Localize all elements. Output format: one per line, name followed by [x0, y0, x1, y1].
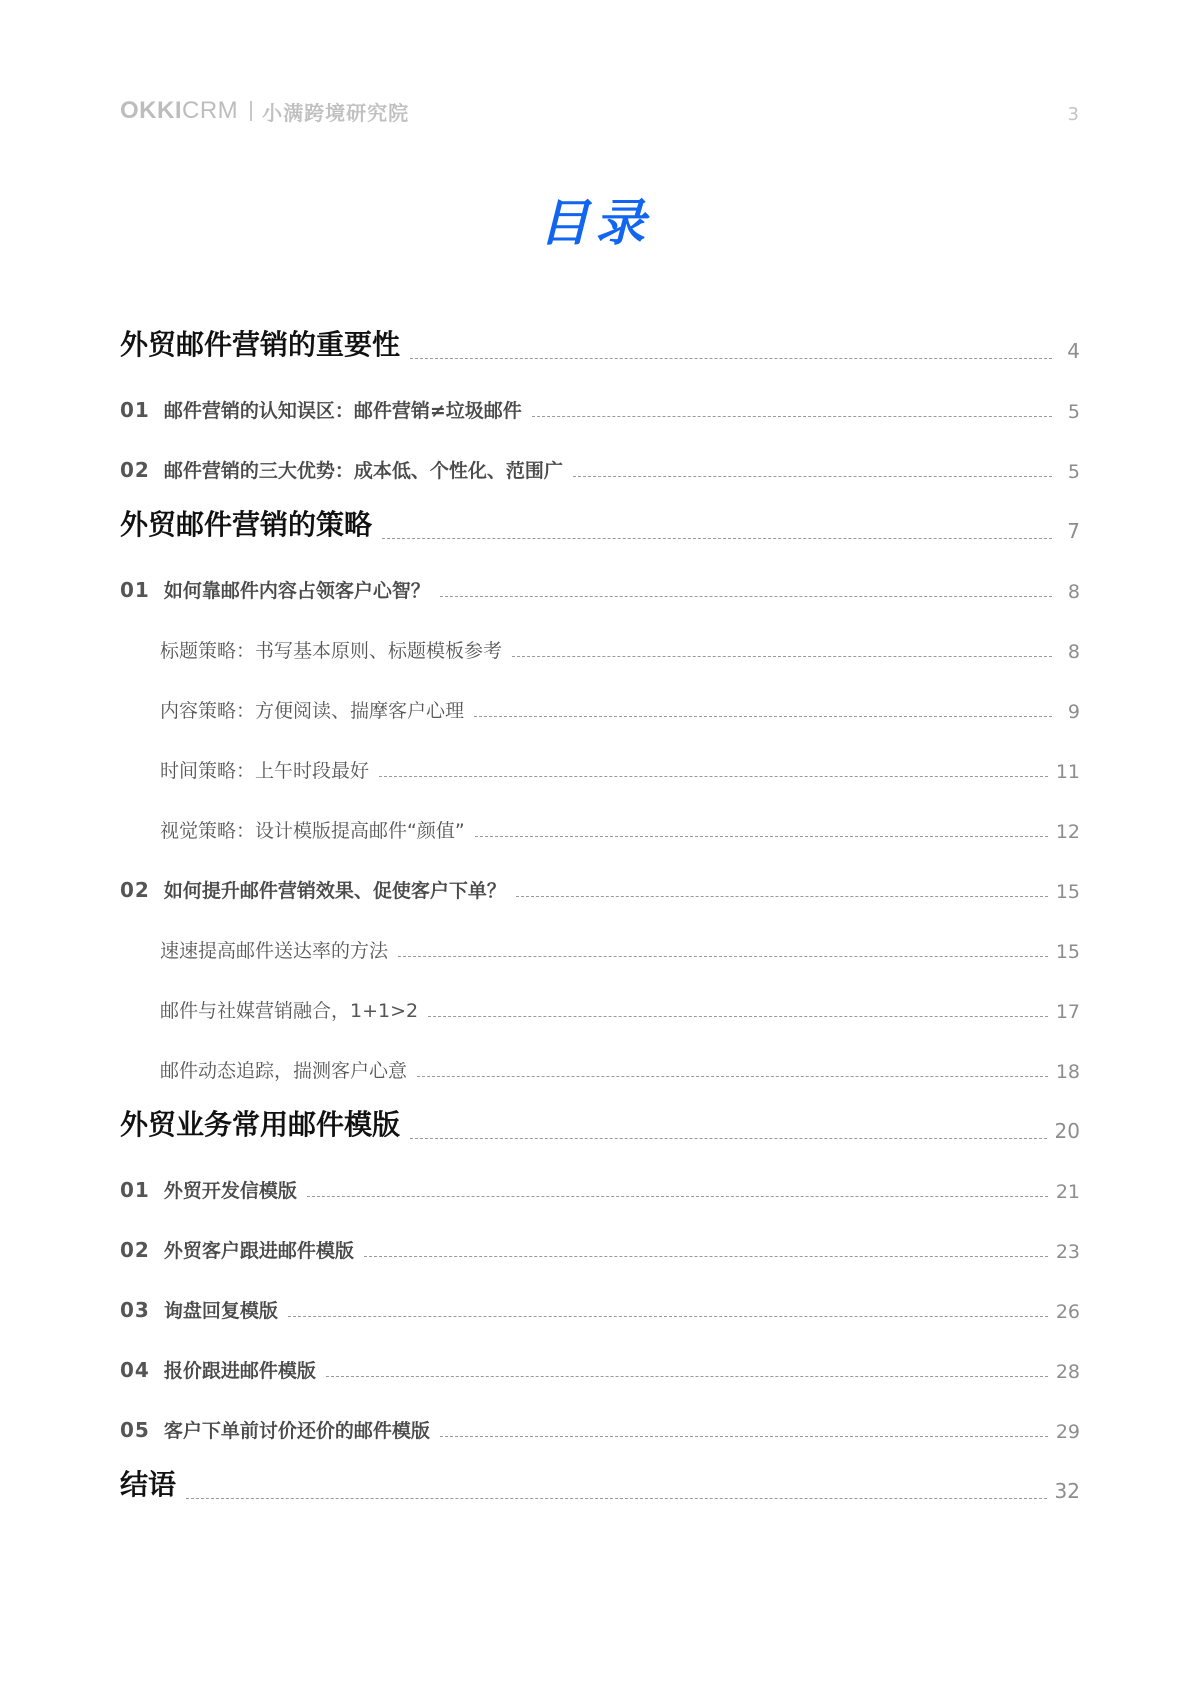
toc-entry-number: 02 — [120, 1237, 150, 1262]
toc-entry-number: 02 — [120, 457, 150, 482]
toc-entry-number: 05 — [120, 1417, 150, 1442]
toc-entry-lead — [120, 1056, 407, 1083]
toc-entry-page: 29 — [1055, 1421, 1080, 1443]
toc-entry-level-2[interactable] — [120, 1263, 1080, 1323]
toc-entry-lead — [120, 503, 372, 543]
dotted-leader — [474, 716, 1052, 717]
toc-entry-level-3[interactable] — [120, 783, 1080, 843]
toc-entry-page: 23 — [1055, 1241, 1080, 1263]
toc-entry-title: 外贸开发信模版 — [163, 1180, 297, 1202]
dotted-leader — [379, 776, 1048, 777]
toc-entry-level-1[interactable] — [120, 483, 1080, 543]
toc-entry-lead — [120, 756, 369, 783]
dotted-leader — [475, 836, 1048, 837]
dotted-leader — [288, 1316, 1048, 1317]
toc-entry-level-2[interactable] — [120, 1383, 1080, 1443]
toc-entry-number: 01 — [120, 1177, 150, 1202]
toc-entry-level-3[interactable] — [120, 663, 1080, 723]
toc-entry-lead — [120, 396, 522, 423]
dotted-leader — [410, 1138, 1047, 1139]
toc-entry-lead — [120, 696, 464, 723]
toc-entry-page: 26 — [1055, 1301, 1080, 1323]
toc-entry-lead — [120, 1236, 354, 1263]
dotted-leader — [382, 538, 1052, 539]
toc-entry-page: 9 — [1067, 701, 1080, 723]
dotted-leader — [307, 1196, 1048, 1197]
toc-entry-number: 02 — [120, 877, 150, 902]
toc-entry-page: 15 — [1055, 941, 1080, 963]
toc-entry-title: 邮件动态追踪，揣测客户心意 — [160, 1060, 408, 1082]
toc-entry-level-2[interactable] — [120, 423, 1080, 483]
toc-entry-lead — [120, 1296, 278, 1323]
toc-entry-lead — [120, 936, 388, 963]
toc-entry-number: 03 — [120, 1297, 150, 1322]
toc-entry-level-3[interactable] — [120, 723, 1080, 783]
page-number: 3 — [1067, 104, 1079, 125]
toc-entry-number: 01 — [120, 577, 150, 602]
logo-divider — [250, 101, 252, 121]
toc-entry-title: 外贸客户跟进邮件模版 — [163, 1240, 354, 1262]
toc-entry-page: 15 — [1055, 881, 1080, 903]
dotted-leader — [326, 1376, 1048, 1377]
toc-entry-title: 时间策略：上午时段最好 — [160, 760, 370, 782]
toc-entry-title: 标题策略：书写基本原则、标题模板参考 — [160, 640, 503, 662]
header — [120, 96, 409, 126]
dotted-leader — [364, 1256, 1048, 1257]
toc-entry-page: 17 — [1055, 1001, 1080, 1023]
toc-entry-lead — [120, 1416, 430, 1443]
toc-entry-page: 28 — [1055, 1361, 1080, 1383]
toc-entry-lead — [120, 1356, 316, 1383]
toc-entry-page: 32 — [1054, 1479, 1080, 1503]
toc-entry-title: 速速提高邮件送达率的方法 — [160, 940, 389, 962]
toc-entry-level-3[interactable] — [120, 1023, 1080, 1083]
toc-entry-level-2[interactable] — [120, 843, 1080, 903]
toc-entry-level-1[interactable] — [120, 1083, 1080, 1143]
toc-entry-level-2[interactable] — [120, 1143, 1080, 1203]
toc-entry-title: 客户下单前讨价还价的邮件模版 — [163, 1420, 430, 1442]
toc-entry-lead — [120, 576, 430, 603]
toc-entry-number: 04 — [120, 1357, 150, 1382]
dotted-leader — [417, 1076, 1048, 1077]
toc-entry-page: 4 — [1067, 339, 1080, 363]
toc-entry-page: 8 — [1067, 641, 1080, 663]
toc-entry-title: 视觉策略：设计模版提高邮件“颜值” — [160, 820, 465, 842]
toc-entry-title: 内容策略：方便阅读、揣摩客户心理 — [160, 700, 465, 722]
toc-entry-level-2[interactable] — [120, 1203, 1080, 1263]
toc-entry-lead — [120, 323, 400, 363]
toc-entry-page: 20 — [1054, 1119, 1080, 1143]
toc-entry-title: 邮件营销的三大优势：成本低、个性化、范围广 — [163, 460, 563, 482]
toc-entry-title: 如何靠邮件内容占领客户心智？ — [163, 580, 430, 602]
toc-entry-lead — [120, 456, 563, 483]
toc-entry-title: 报价跟进邮件模版 — [163, 1360, 316, 1382]
toc-entry-level-3[interactable] — [120, 603, 1080, 663]
toc-entry-level-2[interactable] — [120, 543, 1080, 603]
dotted-leader — [440, 596, 1052, 597]
toc-entry-number: 01 — [120, 397, 150, 422]
toc-entry-title: 邮件营销的认知误区：邮件营销≠垃圾邮件 — [163, 400, 522, 422]
toc-entry-lead — [120, 816, 465, 843]
dotted-leader — [516, 896, 1048, 897]
dotted-leader — [512, 656, 1052, 657]
toc-entry-level-3[interactable] — [120, 903, 1080, 963]
okki-crm-logo — [120, 97, 409, 126]
toc-entry-lead — [120, 876, 506, 903]
toc-entry-page: 11 — [1055, 761, 1080, 783]
dotted-leader — [440, 1436, 1048, 1437]
table-of-contents — [120, 303, 1080, 1503]
toc-entry-title: 外贸业务常用邮件模版 — [120, 1108, 401, 1141]
toc-entry-page: 5 — [1067, 401, 1080, 423]
toc-entry-title: 邮件与社媒营销融合，1+1>2 — [160, 1000, 419, 1022]
dotted-leader — [532, 416, 1052, 417]
toc-entry-page: 8 — [1067, 581, 1080, 603]
toc-entry-page: 12 — [1055, 821, 1080, 843]
toc-entry-page: 7 — [1067, 519, 1080, 543]
toc-entry-page: 18 — [1055, 1061, 1080, 1083]
toc-entry-lead — [120, 1463, 176, 1503]
toc-entry-page: 21 — [1055, 1181, 1080, 1203]
toc-entry-lead — [120, 996, 418, 1023]
toc-entry-title: 外贸邮件营销的重要性 — [120, 328, 401, 361]
toc-entry-level-2[interactable] — [120, 1323, 1080, 1383]
toc-entry-lead — [120, 1176, 297, 1203]
toc-entry-level-2[interactable] — [120, 363, 1080, 423]
toc-entry-title: 如何提升邮件营销效果、促使客户下单？ — [163, 880, 506, 902]
page-title: 目录 — [539, 194, 651, 252]
logo-light-text: CRM — [182, 97, 239, 124]
dotted-leader — [573, 476, 1052, 477]
dotted-leader — [398, 956, 1048, 957]
toc-entry-lead — [120, 636, 502, 663]
toc-entry-lead — [120, 1103, 400, 1143]
toc-entry-level-1[interactable] — [120, 1443, 1080, 1503]
toc-entry-level-1[interactable] — [120, 303, 1080, 363]
toc-entry-title: 结语 — [120, 1468, 177, 1501]
header-subtitle: 小满跨境研究院 — [262, 102, 410, 125]
toc-entry-title: 外贸邮件营销的策略 — [120, 508, 373, 541]
toc-entry-level-3[interactable] — [120, 963, 1080, 1023]
toc-entry-page: 5 — [1067, 461, 1080, 483]
dotted-leader — [428, 1016, 1048, 1017]
logo-bold-text: OKKI — [120, 97, 182, 124]
dotted-leader — [410, 358, 1052, 359]
dotted-leader — [186, 1498, 1047, 1499]
toc-entry-title: 询盘回复模版 — [163, 1300, 278, 1322]
